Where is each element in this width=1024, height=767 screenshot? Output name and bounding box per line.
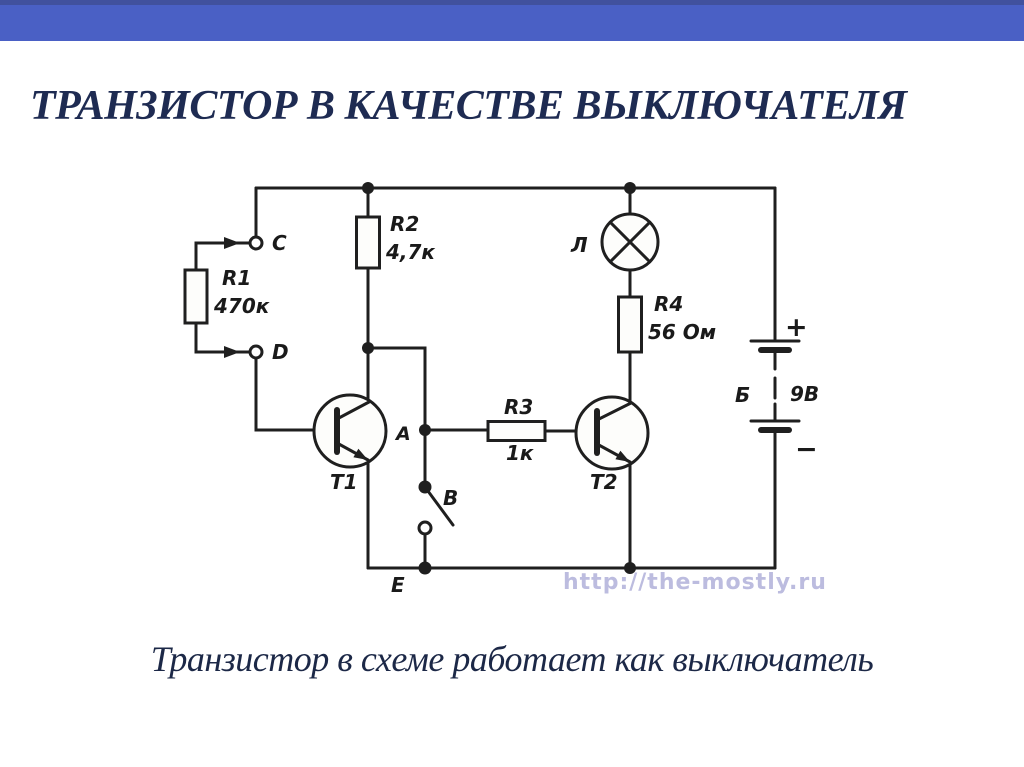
battery	[735, 312, 819, 465]
point-e	[391, 573, 405, 597]
node-point-a	[419, 424, 431, 436]
terminal-d-contact	[250, 346, 262, 358]
label-r2: R2	[390, 212, 420, 236]
label-term-c: C	[272, 231, 287, 255]
label-point-e: E	[391, 573, 405, 597]
node-point-e	[419, 562, 432, 575]
node-lamp-top	[624, 182, 636, 194]
arrow-into-d-icon	[224, 346, 240, 358]
label-r4: R4	[654, 292, 684, 316]
label-r3: R3	[504, 395, 534, 419]
transistor-t2-body	[576, 397, 648, 469]
label-battery-voltage: 9В	[790, 382, 820, 406]
label-lamp: Л	[571, 233, 588, 257]
transistor-t1	[314, 395, 386, 494]
resistor-r3	[488, 395, 545, 465]
arrow-into-c-icon	[224, 237, 240, 249]
resistor-r1	[185, 237, 270, 358]
label-point-b: B	[443, 486, 459, 510]
node-r2-top	[362, 182, 374, 194]
terminal-c-contact	[250, 237, 262, 249]
resistor-r4-body	[619, 297, 642, 352]
resistor-r2	[357, 212, 436, 268]
resistor-r4	[619, 292, 717, 352]
label-battery: Б	[735, 383, 751, 407]
wire-r1-to-d	[196, 323, 249, 352]
label-t1: T1	[330, 470, 358, 494]
label-minus: −	[795, 434, 818, 465]
resistor-r3-body	[488, 422, 545, 441]
node-switch-top	[419, 481, 432, 494]
watermark-url: http://the-mostly.ru	[563, 570, 827, 595]
point-a	[394, 423, 411, 445]
resistor-r1-body	[185, 270, 207, 323]
resistor-r2-body	[357, 217, 380, 268]
label-t2: T2	[590, 470, 618, 494]
label-term-d: D	[272, 340, 289, 364]
switch-b-contact	[419, 522, 431, 534]
label-r2-value: 4,7к	[386, 240, 436, 264]
caption-text: Транзистор в схеме работает как выключатель	[150, 639, 874, 679]
transistor-t1-body	[314, 395, 386, 467]
node-r2-bottom	[362, 342, 374, 354]
lamp	[570, 214, 658, 270]
transistor-t2	[576, 397, 648, 494]
label-point-a: A	[396, 423, 411, 445]
page-title: ТРАНЗИСТОР В КАЧЕСТВЕ ВЫКЛЮЧАТЕЛЯ	[30, 83, 907, 129]
label-r3-value: 1к	[506, 441, 534, 465]
label-r1-value: 470к	[214, 294, 270, 318]
label-plus: +	[785, 312, 808, 343]
label-r1: R1	[222, 266, 252, 290]
label-r4-value: 56 Ом	[648, 320, 717, 344]
